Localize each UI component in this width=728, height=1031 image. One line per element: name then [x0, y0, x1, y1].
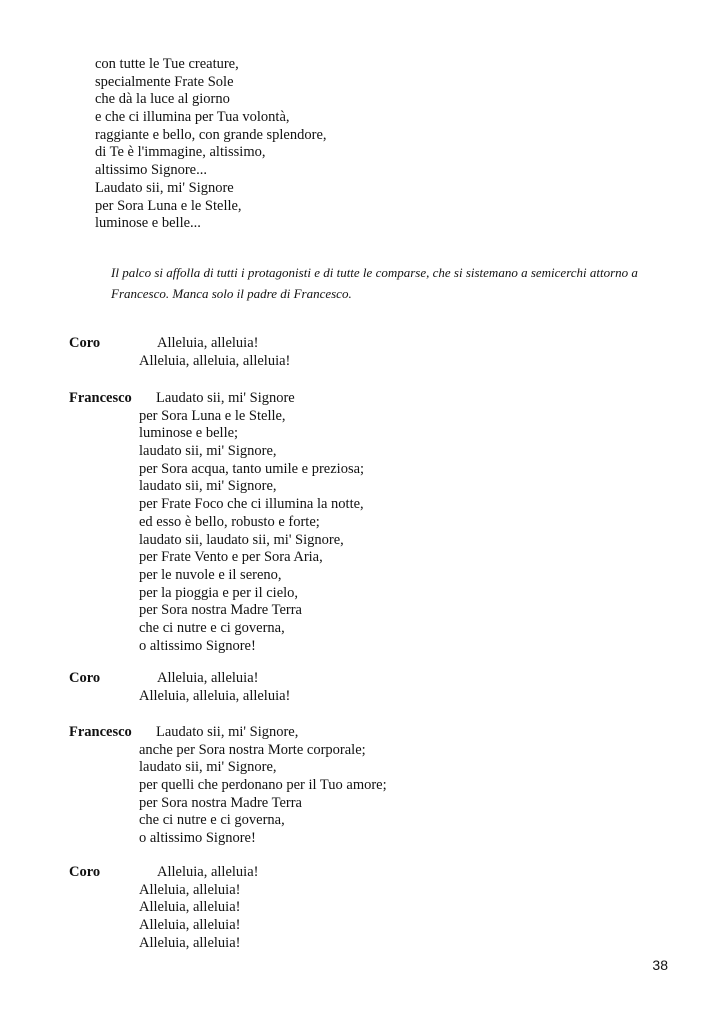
speaker-name: Coro: [69, 864, 101, 880]
dialogue-line: Alleluia, alleluia, alleluia!: [139, 352, 291, 369]
dialogue-lines: [139, 742, 387, 848]
stage-direction-line: Francesco. Manca solo il padre di Francesco.: [111, 286, 352, 301]
stage-direction: [111, 262, 671, 304]
dialogue-line: laudato sii, laudato sii, mi' Signore,: [139, 531, 344, 548]
dialogue-line: per Sora Luna e le Stelle,: [139, 407, 286, 424]
dialogue-line: Alleluia, alleluia!: [139, 881, 241, 898]
dialogue-lines: [139, 882, 240, 953]
dialogue-line: per Sora nostra Madre Terra: [139, 602, 302, 619]
dialogue-first-line: Laudato sii, mi' Signore,: [156, 724, 299, 740]
speaker-name: Coro: [69, 335, 101, 351]
dialogue-line: per Frate Vento e per Sora Aria,: [139, 549, 323, 566]
dialogue-line: per quelli che perdonano per il Tuo amore;: [139, 777, 387, 794]
intro-verse: [95, 56, 327, 233]
verse-line: altissimo Signore...: [95, 162, 207, 179]
speaker-name: Francesco: [69, 390, 132, 406]
dialogue-lines: [139, 408, 364, 656]
verse-line: per Sora Luna e le Stelle,: [95, 197, 242, 214]
dialogue-lines: [139, 353, 290, 371]
dialogue-first-line: Alleluia, alleluia!: [157, 864, 259, 880]
dialogue-line: o altissimo Signore!: [139, 830, 256, 847]
dialogue-line: che ci nutre e ci governa,: [139, 812, 285, 829]
verse-line: con tutte le Tue creature,: [95, 56, 239, 72]
dialogue-line: anche per Sora nostra Morte corporale;: [139, 741, 366, 758]
page-number: 38: [652, 957, 668, 973]
dialogue-line: o altissimo Signore!: [139, 637, 256, 654]
dialogue-line: laudato sii, mi' Signore,: [139, 759, 277, 776]
dialogue-line: per le nuvole e il sereno,: [139, 566, 282, 583]
dialogue-line: per Sora nostra Madre Terra: [139, 794, 302, 811]
dialogue-line: per Frate Foco che ci illumina la notte,: [139, 496, 364, 513]
dialogue-line: Alleluia, alleluia!: [139, 917, 241, 934]
dialogue-line: luminose e belle;: [139, 425, 239, 442]
dialogue-first-line: Alleluia, alleluia!: [157, 335, 259, 351]
dialogue-line: ed esso è bello, robusto e forte;: [139, 513, 320, 530]
verse-line: luminose e belle...: [95, 215, 201, 232]
verse-line: specialmente Frate Sole: [95, 73, 234, 90]
verse-line: di Te è l'immagine, altissimo,: [95, 144, 266, 161]
dialogue-line: laudato sii, mi' Signore,: [139, 443, 277, 460]
verse-line: raggiante e bello, con grande splendore,: [95, 126, 327, 143]
dialogue-line: Alleluia, alleluia!: [139, 899, 241, 916]
stage-direction-line: Il palco si affolla di tutti i protagonisti e di tutte le comparse, che si sistemano a semicerchi attorno a: [111, 265, 638, 280]
dialogue-line: laudato sii, mi' Signore,: [139, 478, 277, 495]
dialogue-first-line: Laudato sii, mi' Signore: [156, 390, 295, 406]
verse-line: e che ci illumina per Tua volontà,: [95, 109, 290, 126]
verse-line: che dà la luce al giorno: [95, 91, 230, 108]
dialogue-line: che ci nutre e ci governa,: [139, 619, 285, 636]
dialogue-line: per Sora acqua, tanto umile e preziosa;: [139, 460, 365, 477]
speaker-name: Coro: [69, 670, 101, 686]
dialogue-line: Alleluia, alleluia!: [139, 934, 241, 951]
speaker-name: Francesco: [69, 724, 132, 740]
dialogue-line: per la pioggia e per il cielo,: [139, 584, 299, 601]
dialogue-first-line: Alleluia, alleluia!: [157, 670, 259, 686]
dialogue-line: Alleluia, alleluia, alleluia!: [139, 687, 291, 704]
verse-line: Laudato sii, mi' Signore: [95, 179, 234, 196]
dialogue-lines: [139, 688, 290, 706]
